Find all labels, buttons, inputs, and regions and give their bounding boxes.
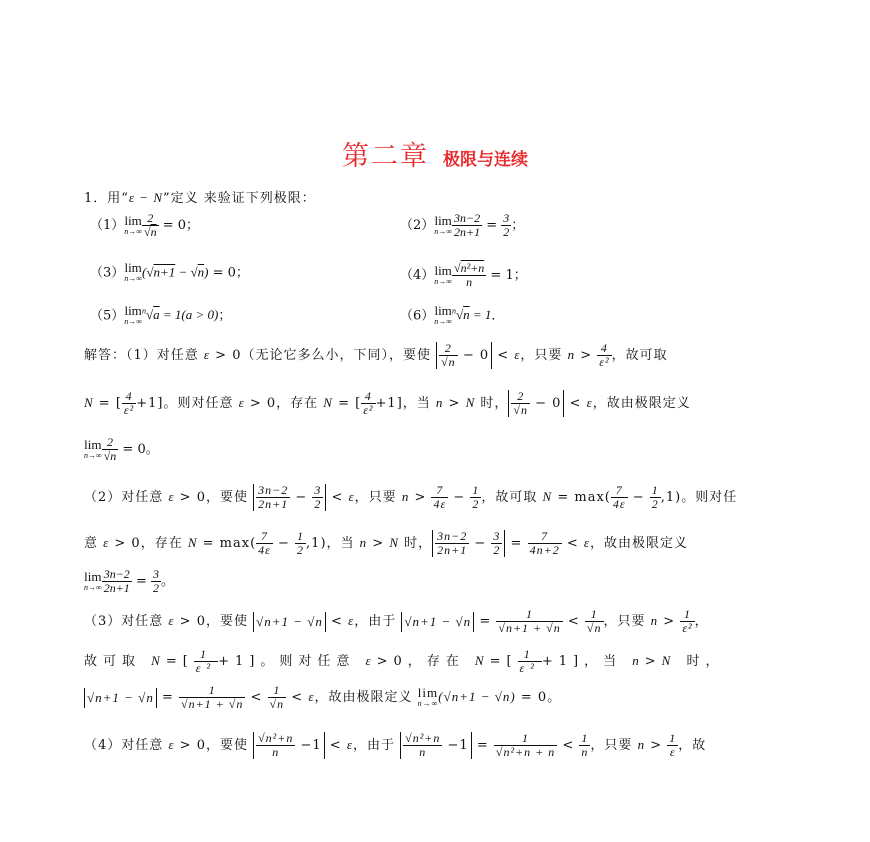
answer-2-line-1: （2）对任意 ε > 0，要使 $\frac{3n-2}{2n+1}$ − $\frac{3}{2}$ < ε，只要 n > $\frac{7}{4\varepsilon}$ − $\frac{1}{2}$ ，故可取 N = max( $\frac{7}{4\varepsilon}$ − $\frac{1}{2}$ ,1)。则对任 — [84, 483, 738, 511]
problem-heading: 1．用“ε − N”定义 来验证下列极限： — [84, 190, 316, 206]
answer-1-line-3: lim n→∞ $\frac{2}{√n}$ = 0。 — [84, 435, 159, 463]
answer-3-line-3: √n+1 − √n = $\frac{1}{√n+1 + √n}$ < $\frac{1}{√n}$ < ε，故由极限定义 lim n→∞ (√n+1 − √n) = 0。 — [84, 684, 561, 711]
chapter-number: 第二章 — [342, 141, 429, 172]
answer-1-line-1: 解答：（1）对任意 ε > 0（无论它多么小，下同），要使 $\frac{2}{√n}$ − 0 < ε，只要 n > $\frac{4}{\text{ε²}}$ ，故可取 — [84, 341, 668, 369]
answer-2-line-3: lim n→∞ $\frac{3n-2}{2n+1}$ = $\frac{3}{2}$ 。 — [84, 567, 174, 595]
problem-item-1: （1） lim n→∞ $\frac{2}{√n}$ = 0； — [90, 211, 200, 239]
answer-2-line-2: 意 ε > 0，存在 N = max( $\frac{7}{4\varepsilon}$ − $\frac{1}{2}$ ,1)，当 n > N 时， $\frac{3n-2}{2n+1}$ − $\frac{3}{2}$ = $\frac{7}{4n+2}$ < ε，故由极限定义 — [84, 529, 689, 557]
answer-4-line-1: （4）对任意 ε > 0，要使 $\frac{\text{√n²+n}}{n}$ −1 < ε，由于 $\frac{\text{√n²+n}}{n}$ −1 = $\frac{1}{\text{√n²+n + n}}$ < $\frac{1}{n}$ ，只要 n > $\frac{1}{\varepsilon}$ ，故 — [84, 731, 707, 759]
answer-3-line-2: 故可取 N=[ $\frac{1}{\text{ε²}}$ +1]。则对任意 ε>0，存在 N=[ $\frac{1}{\text{ε²}}$ +1]，当 n>N 时， — [84, 647, 725, 675]
problem-item-6: （6） lim n→∞ $^n$√n = 1． — [400, 302, 505, 326]
answer-3-line-1: （3）对任意 ε > 0，要使 √n+1 − √n < ε，由于 √n+1 − √n = $\frac{1}{√n+1 + √n}$ < $\frac{1}{√n}$ ，只要 n > $\frac{1}{\text{ε²}}$ ， — [84, 607, 709, 635]
problem-item-5: （5） lim n→∞ $^n$√a = 1(a > 0)； — [90, 302, 232, 326]
chapter-subtitle: 极限与连续 — [443, 150, 528, 170]
problem-item-4: （4） lim n→∞ $\frac{\text{√n²+n}}{n}$ = 1； — [400, 261, 527, 289]
answer-1-line-2: N = [ $\frac{4}{\text{ε²}}$ +1]。则对任意 ε > 0，存在 N = [ $\frac{4}{\text{ε²}}$ +1]，当 n > N 时， $\frac{2}{√n}$ − 0 < ε，故由极限定义 — [84, 389, 691, 417]
problem-item-3: （3） lim n→∞ (√n+1 − √n) = 0； — [90, 260, 249, 283]
problem-item-2: （2） lim n→∞ $\frac{3n-2}{2n+1}$ = $\frac{3}{2}$ ； — [400, 211, 525, 239]
chapter-title — [0, 134, 870, 173]
